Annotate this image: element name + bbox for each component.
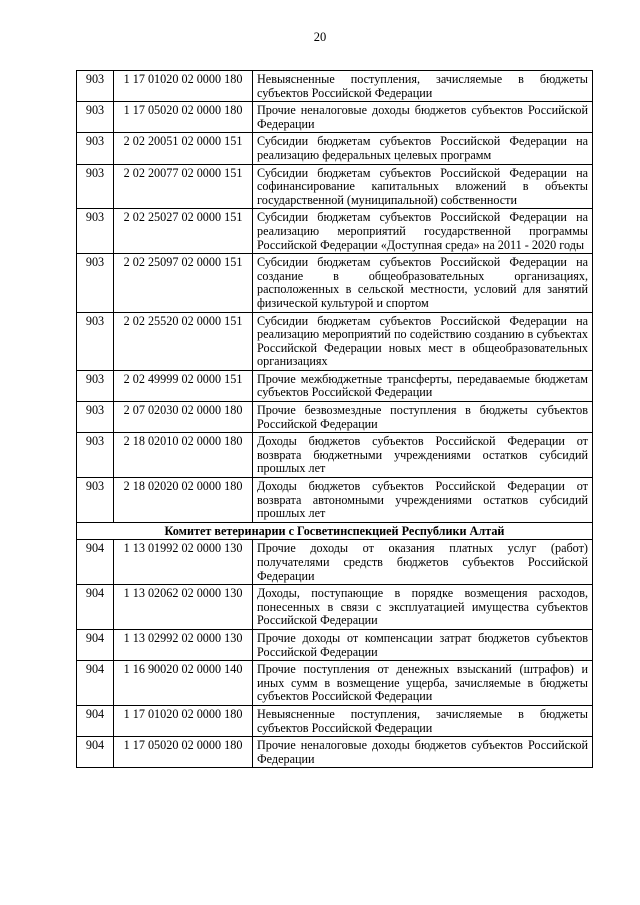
revenue-code-cell: 2 02 20077 02 0000 151 [114,164,253,209]
description-cell: Субсидии бюджетам субъектов Российской Федерации на реализацию мероприятий государственной программы Российской Федерации «Доступная среда» на 2011 - 2020 годы [253,209,593,254]
page-number: 20 [313,30,327,44]
table-row [77,705,593,736]
table-row [77,478,593,523]
admin-code-cell: 903 [77,209,114,254]
description-cell: Субсидии бюджетам субъектов Российской Федерации на софинансирование капитальных вложений в объекты государственной (муниципальной) собственности [253,164,593,209]
table-row [77,540,593,585]
description-cell: Доходы бюджетов субъектов Российской Федерации от возврата бюджетными учреждениями остатков субсидий прошлых лет [253,433,593,478]
revenue-code-cell: 2 02 25097 02 0000 151 [114,254,253,312]
description-cell: Невыясненные поступления, зачисляемые в бюджеты субъектов Российской Федерации [253,71,593,102]
description-cell: Прочие неналоговые доходы бюджетов субъектов Российской Федерации [253,737,593,768]
table-row [77,312,593,370]
revenue-code-cell: 1 17 01020 02 0000 180 [114,705,253,736]
revenue-code-cell: 1 13 02992 02 0000 130 [114,629,253,660]
admin-code-cell: 903 [77,433,114,478]
revenue-code-cell: 2 18 02010 02 0000 180 [114,433,253,478]
description-cell: Прочие неналоговые доходы бюджетов субъектов Российской Федерации [253,102,593,133]
table-row [77,661,593,706]
admin-code-cell: 904 [77,737,114,768]
admin-code-cell: 903 [77,478,114,523]
revenue-code-cell: 2 02 20051 02 0000 151 [114,133,253,164]
revenue-code-cell: 1 16 90020 02 0000 140 [114,661,253,706]
revenue-code-cell: 2 02 25027 02 0000 151 [114,209,253,254]
revenue-code-cell: 1 17 01020 02 0000 180 [114,71,253,102]
table-body [77,71,593,768]
admin-code-cell: 904 [77,540,114,585]
revenue-code-cell: 1 17 05020 02 0000 180 [114,737,253,768]
table-row [77,254,593,312]
admin-code-cell: 904 [77,705,114,736]
table-row [77,102,593,133]
description-cell: Прочие межбюджетные трансферты, передаваемые бюджетам субъектов Российской Федерации [253,370,593,401]
revenue-code-cell: 1 17 05020 02 0000 180 [114,102,253,133]
description-cell: Прочие доходы от оказания платных услуг (работ) получателями средств бюджетов субъектов Российской Федерации [253,540,593,585]
revenue-code-cell: 2 18 02020 02 0000 180 [114,478,253,523]
description-cell: Невыясненные поступления, зачисляемые в бюджеты субъектов Российской Федерации [253,705,593,736]
admin-code-cell: 903 [77,370,114,401]
description-cell: Доходы, поступающие в порядке возмещения расходов, понесенных в связи с эксплуатацией имущества субъектов Российской Федерации [253,585,593,630]
section-header-row [77,522,593,540]
description-cell: Прочие доходы от компенсации затрат бюджетов субъектов Российской Федерации [253,629,593,660]
admin-code-cell: 904 [77,629,114,660]
table-row [77,433,593,478]
table-row [77,209,593,254]
admin-code-cell: 903 [77,312,114,370]
admin-code-cell: 904 [77,661,114,706]
table-row [77,71,593,102]
table-row [77,402,593,433]
revenue-code-cell: 1 13 02062 02 0000 130 [114,585,253,630]
admin-code-cell: 903 [77,164,114,209]
section-title: Комитет ветеринарии с Госветинспекцией Республики Алтай [77,522,593,540]
description-cell: Прочие безвозмездные поступления в бюджеты субъектов Российской Федерации [253,402,593,433]
description-cell: Субсидии бюджетам субъектов Российской Федерации на реализацию федеральных целевых программ [253,133,593,164]
revenue-code-cell: 1 13 01992 02 0000 130 [114,540,253,585]
admin-code-cell: 904 [77,585,114,630]
description-cell: Субсидии бюджетам субъектов Российской Федерации на создание в общеобразовательных организациях, расположенных в сельской местности, условий для занятий физической культурой и спортом [253,254,593,312]
table-row [77,370,593,401]
table-row [77,585,593,630]
description-cell: Прочие поступления от денежных взысканий (штрафов) и иных сумм в возмещение ущерба, зачисляемые в бюджеты субъектов Российской Федерации [253,661,593,706]
admin-code-cell: 903 [77,71,114,102]
description-cell: Доходы бюджетов субъектов Российской Федерации от возврата автономными учреждениями остатков субсидий прошлых лет [253,478,593,523]
admin-code-cell: 903 [77,133,114,164]
table-row [77,164,593,209]
revenue-code-cell: 2 07 02030 02 0000 180 [114,402,253,433]
table-row [77,737,593,768]
description-cell: Субсидии бюджетам субъектов Российской Федерации на реализацию мероприятий по содействию созданию в субъектах Российской Федерации новых мест в общеобразовательных организациях [253,312,593,370]
table-row [77,133,593,164]
revenue-codes-table [76,70,593,768]
admin-code-cell: 903 [77,402,114,433]
admin-code-cell: 903 [77,102,114,133]
revenue-code-cell: 2 02 25520 02 0000 151 [114,312,253,370]
admin-code-cell: 903 [77,254,114,312]
table-row [77,629,593,660]
revenue-code-cell: 2 02 49999 02 0000 151 [114,370,253,401]
